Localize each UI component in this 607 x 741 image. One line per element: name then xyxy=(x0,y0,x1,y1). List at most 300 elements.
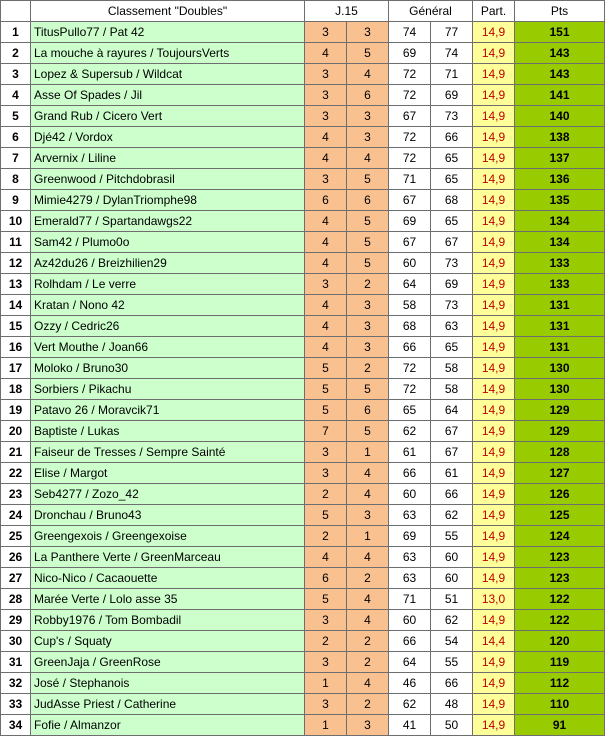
general-score-2-cell: 73 xyxy=(431,106,473,127)
participation-cell: 14,9 xyxy=(473,211,515,232)
j15-score-1-cell: 4 xyxy=(305,211,347,232)
participation-cell: 14,9 xyxy=(473,694,515,715)
points-cell: 120 xyxy=(515,631,605,652)
j15-score-1-cell: 4 xyxy=(305,547,347,568)
j15-score-2-cell: 2 xyxy=(347,631,389,652)
j15-score-2-cell: 1 xyxy=(347,442,389,463)
j15-score-2-cell: 6 xyxy=(347,400,389,421)
rank-cell: 29 xyxy=(1,610,31,631)
points-cell: 131 xyxy=(515,337,605,358)
j15-score-1-cell: 3 xyxy=(305,694,347,715)
participation-cell: 14,9 xyxy=(473,316,515,337)
table-row xyxy=(1,232,605,253)
general-score-2-cell: 71 xyxy=(431,64,473,85)
participation-cell: 14,9 xyxy=(473,505,515,526)
general-score-1-cell: 66 xyxy=(389,337,431,358)
general-score-1-cell: 72 xyxy=(389,379,431,400)
general-score-2-cell: 62 xyxy=(431,505,473,526)
participation-cell: 14,9 xyxy=(473,400,515,421)
table-row xyxy=(1,85,605,106)
general-score-1-cell: 72 xyxy=(389,64,431,85)
general-score-2-cell: 73 xyxy=(431,295,473,316)
rank-cell: 24 xyxy=(1,505,31,526)
general-score-2-cell: 73 xyxy=(431,253,473,274)
points-cell: 151 xyxy=(515,22,605,43)
general-score-1-cell: 66 xyxy=(389,631,431,652)
team-name-cell: José / Stephanois xyxy=(31,673,305,694)
points-cell: 91 xyxy=(515,715,605,736)
general-score-2-cell: 62 xyxy=(431,610,473,631)
j15-score-2-cell: 3 xyxy=(347,337,389,358)
general-score-1-cell: 63 xyxy=(389,568,431,589)
j15-score-1-cell: 6 xyxy=(305,190,347,211)
table-row xyxy=(1,505,605,526)
participation-cell: 14,9 xyxy=(473,85,515,106)
j15-score-2-cell: 4 xyxy=(347,64,389,85)
j15-score-2-cell: 3 xyxy=(347,22,389,43)
title-header: Classement "Doubles" xyxy=(31,1,305,22)
general-score-1-cell: 71 xyxy=(389,169,431,190)
rank-cell: 13 xyxy=(1,274,31,295)
rank-cell: 15 xyxy=(1,316,31,337)
j15-header: J.15 xyxy=(305,1,389,22)
table-row xyxy=(1,22,605,43)
rank-cell: 14 xyxy=(1,295,31,316)
rank-cell: 33 xyxy=(1,694,31,715)
rank-cell: 7 xyxy=(1,148,31,169)
general-score-2-cell: 67 xyxy=(431,232,473,253)
j15-score-1-cell: 7 xyxy=(305,421,347,442)
general-score-2-cell: 69 xyxy=(431,274,473,295)
j15-score-2-cell: 4 xyxy=(347,148,389,169)
j15-score-2-cell: 4 xyxy=(347,589,389,610)
participation-cell: 13,0 xyxy=(473,589,515,610)
participation-cell: 14,9 xyxy=(473,127,515,148)
general-score-2-cell: 65 xyxy=(431,211,473,232)
j15-score-2-cell: 3 xyxy=(347,316,389,337)
points-cell: 129 xyxy=(515,400,605,421)
general-score-1-cell: 69 xyxy=(389,211,431,232)
j15-score-2-cell: 3 xyxy=(347,715,389,736)
team-name-cell: Greenwood / Pitchdobrasil xyxy=(31,169,305,190)
j15-score-2-cell: 2 xyxy=(347,568,389,589)
j15-score-2-cell: 2 xyxy=(347,652,389,673)
general-score-1-cell: 72 xyxy=(389,358,431,379)
general-score-1-cell: 63 xyxy=(389,547,431,568)
rank-cell: 18 xyxy=(1,379,31,400)
participation-cell: 14,9 xyxy=(473,190,515,211)
general-score-1-cell: 72 xyxy=(389,148,431,169)
j15-score-1-cell: 6 xyxy=(305,568,347,589)
general-score-2-cell: 64 xyxy=(431,400,473,421)
team-name-cell: Ozzy / Cedric26 xyxy=(31,316,305,337)
points-cell: 131 xyxy=(515,316,605,337)
table-row xyxy=(1,190,605,211)
j15-score-1-cell: 4 xyxy=(305,337,347,358)
j15-score-2-cell: 2 xyxy=(347,358,389,379)
general-score-2-cell: 55 xyxy=(431,526,473,547)
j15-score-2-cell: 5 xyxy=(347,379,389,400)
points-cell: 133 xyxy=(515,274,605,295)
team-name-cell: Asse Of Spades / Jil xyxy=(31,85,305,106)
general-score-1-cell: 67 xyxy=(389,232,431,253)
team-name-cell: Seb4277 / Zozo_42 xyxy=(31,484,305,505)
table-row xyxy=(1,316,605,337)
j15-score-1-cell: 5 xyxy=(305,400,347,421)
pts-header: Pts xyxy=(515,1,605,22)
rank-cell: 5 xyxy=(1,106,31,127)
general-score-1-cell: 69 xyxy=(389,43,431,64)
rank-cell: 16 xyxy=(1,337,31,358)
general-score-2-cell: 65 xyxy=(431,337,473,358)
general-score-1-cell: 63 xyxy=(389,505,431,526)
j15-score-2-cell: 1 xyxy=(347,526,389,547)
table-row xyxy=(1,421,605,442)
points-cell: 124 xyxy=(515,526,605,547)
rank-cell: 9 xyxy=(1,190,31,211)
participation-cell: 14,9 xyxy=(473,379,515,400)
j15-score-2-cell: 4 xyxy=(347,610,389,631)
table-row xyxy=(1,715,605,736)
general-score-1-cell: 64 xyxy=(389,652,431,673)
participation-cell: 14,9 xyxy=(473,715,515,736)
rank-cell: 30 xyxy=(1,631,31,652)
general-score-2-cell: 48 xyxy=(431,694,473,715)
team-name-cell: Arvernix / Liline xyxy=(31,148,305,169)
j15-score-2-cell: 5 xyxy=(347,232,389,253)
team-name-cell: Rolhdam / Le verre xyxy=(31,274,305,295)
general-score-1-cell: 62 xyxy=(389,694,431,715)
team-name-cell: La mouche à rayures / ToujoursVerts xyxy=(31,43,305,64)
team-name-cell: Sam42 / Plumo0o xyxy=(31,232,305,253)
general-score-1-cell: 72 xyxy=(389,127,431,148)
points-cell: 141 xyxy=(515,85,605,106)
team-name-cell: Emerald77 / Spartandawgs22 xyxy=(31,211,305,232)
table-row xyxy=(1,211,605,232)
general-score-2-cell: 65 xyxy=(431,148,473,169)
points-cell: 130 xyxy=(515,379,605,400)
table-row xyxy=(1,127,605,148)
rank-cell: 4 xyxy=(1,85,31,106)
participation-cell: 14,9 xyxy=(473,232,515,253)
points-cell: 123 xyxy=(515,547,605,568)
participation-cell: 14,9 xyxy=(473,652,515,673)
j15-score-1-cell: 4 xyxy=(305,316,347,337)
team-name-cell: GreenJaja / GreenRose xyxy=(31,652,305,673)
table-row xyxy=(1,379,605,400)
rank-cell: 25 xyxy=(1,526,31,547)
j15-score-2-cell: 4 xyxy=(347,463,389,484)
team-name-cell: La Panthere Verte / GreenMarceau xyxy=(31,547,305,568)
table-row xyxy=(1,274,605,295)
j15-score-1-cell: 3 xyxy=(305,463,347,484)
j15-score-1-cell: 4 xyxy=(305,148,347,169)
team-name-cell: Djé42 / Vordox xyxy=(31,127,305,148)
j15-score-1-cell: 5 xyxy=(305,505,347,526)
points-cell: 119 xyxy=(515,652,605,673)
general-score-2-cell: 67 xyxy=(431,442,473,463)
j15-score-1-cell: 2 xyxy=(305,484,347,505)
points-cell: 138 xyxy=(515,127,605,148)
participation-cell: 14,9 xyxy=(473,610,515,631)
j15-score-1-cell: 5 xyxy=(305,379,347,400)
j15-score-1-cell: 3 xyxy=(305,274,347,295)
table-row xyxy=(1,64,605,85)
general-score-2-cell: 66 xyxy=(431,673,473,694)
team-name-cell: Robby1976 / Tom Bombadil xyxy=(31,610,305,631)
general-score-1-cell: 61 xyxy=(389,442,431,463)
general-score-2-cell: 58 xyxy=(431,358,473,379)
participation-cell: 14,9 xyxy=(473,568,515,589)
team-name-cell: JudAsse Priest / Catherine xyxy=(31,694,305,715)
j15-score-2-cell: 2 xyxy=(347,274,389,295)
points-cell: 128 xyxy=(515,442,605,463)
team-name-cell: Vert Mouthe / Joan66 xyxy=(31,337,305,358)
general-score-1-cell: 41 xyxy=(389,715,431,736)
points-cell: 140 xyxy=(515,106,605,127)
participation-cell: 14,9 xyxy=(473,526,515,547)
team-name-cell: Fofie / Almanzor xyxy=(31,715,305,736)
table-row xyxy=(1,106,605,127)
team-name-cell: Moloko / Bruno30 xyxy=(31,358,305,379)
participation-cell: 14,9 xyxy=(473,148,515,169)
rank-cell: 22 xyxy=(1,463,31,484)
general-score-2-cell: 67 xyxy=(431,421,473,442)
points-cell: 135 xyxy=(515,190,605,211)
j15-score-1-cell: 2 xyxy=(305,631,347,652)
team-name-cell: Sorbiers / Pikachu xyxy=(31,379,305,400)
general-score-2-cell: 63 xyxy=(431,316,473,337)
points-cell: 125 xyxy=(515,505,605,526)
team-name-cell: Kratan / Nono 42 xyxy=(31,295,305,316)
rank-cell: 23 xyxy=(1,484,31,505)
j15-score-1-cell: 1 xyxy=(305,715,347,736)
general-score-1-cell: 72 xyxy=(389,85,431,106)
general-score-1-cell: 69 xyxy=(389,526,431,547)
general-score-1-cell: 68 xyxy=(389,316,431,337)
j15-score-2-cell: 4 xyxy=(347,547,389,568)
header-row xyxy=(1,1,605,22)
j15-score-2-cell: 5 xyxy=(347,253,389,274)
table-row xyxy=(1,295,605,316)
team-name-cell: Greengexois / Greengexoise xyxy=(31,526,305,547)
rank-cell: 31 xyxy=(1,652,31,673)
general-score-1-cell: 64 xyxy=(389,274,431,295)
rank-cell: 3 xyxy=(1,64,31,85)
part-header: Part. xyxy=(473,1,515,22)
j15-score-2-cell: 6 xyxy=(347,190,389,211)
points-cell: 134 xyxy=(515,211,605,232)
general-score-1-cell: 65 xyxy=(389,400,431,421)
rank-cell: 32 xyxy=(1,673,31,694)
team-name-cell: Elise / Margot xyxy=(31,463,305,484)
points-cell: 123 xyxy=(515,568,605,589)
j15-score-1-cell: 3 xyxy=(305,610,347,631)
participation-cell: 14,9 xyxy=(473,295,515,316)
participation-cell: 14,9 xyxy=(473,484,515,505)
general-score-1-cell: 67 xyxy=(389,106,431,127)
j15-score-2-cell: 5 xyxy=(347,421,389,442)
table-row xyxy=(1,148,605,169)
general-score-2-cell: 66 xyxy=(431,127,473,148)
participation-cell: 14,9 xyxy=(473,253,515,274)
rank-cell: 20 xyxy=(1,421,31,442)
general-score-2-cell: 66 xyxy=(431,484,473,505)
j15-score-1-cell: 4 xyxy=(305,127,347,148)
general-score-1-cell: 66 xyxy=(389,463,431,484)
general-score-1-cell: 74 xyxy=(389,22,431,43)
rank-cell: 17 xyxy=(1,358,31,379)
j15-score-1-cell: 3 xyxy=(305,64,347,85)
participation-cell: 14,4 xyxy=(473,631,515,652)
general-score-1-cell: 60 xyxy=(389,610,431,631)
general-header: Général xyxy=(389,1,473,22)
participation-cell: 14,9 xyxy=(473,547,515,568)
rank-cell: 8 xyxy=(1,169,31,190)
rank-cell: 28 xyxy=(1,589,31,610)
j15-score-2-cell: 5 xyxy=(347,43,389,64)
general-score-1-cell: 60 xyxy=(389,253,431,274)
table-row xyxy=(1,694,605,715)
participation-cell: 14,9 xyxy=(473,106,515,127)
general-score-2-cell: 58 xyxy=(431,379,473,400)
participation-cell: 14,9 xyxy=(473,337,515,358)
j15-score-1-cell: 1 xyxy=(305,673,347,694)
general-score-2-cell: 54 xyxy=(431,631,473,652)
participation-cell: 14,9 xyxy=(473,673,515,694)
general-score-1-cell: 62 xyxy=(389,421,431,442)
team-name-cell: Patavo 26 / Moravcik71 xyxy=(31,400,305,421)
rank-cell: 2 xyxy=(1,43,31,64)
table-row xyxy=(1,589,605,610)
table-row xyxy=(1,610,605,631)
general-score-2-cell: 68 xyxy=(431,190,473,211)
points-cell: 143 xyxy=(515,43,605,64)
table-row xyxy=(1,652,605,673)
rank-cell: 26 xyxy=(1,547,31,568)
general-score-2-cell: 77 xyxy=(431,22,473,43)
general-score-2-cell: 65 xyxy=(431,169,473,190)
general-score-1-cell: 67 xyxy=(389,190,431,211)
j15-score-2-cell: 6 xyxy=(347,85,389,106)
participation-cell: 14,9 xyxy=(473,22,515,43)
table-row xyxy=(1,337,605,358)
points-cell: 131 xyxy=(515,295,605,316)
j15-score-1-cell: 3 xyxy=(305,106,347,127)
participation-cell: 14,9 xyxy=(473,169,515,190)
j15-score-2-cell: 3 xyxy=(347,295,389,316)
j15-score-1-cell: 4 xyxy=(305,43,347,64)
team-name-cell: Grand Rub / Cicero Vert xyxy=(31,106,305,127)
general-score-1-cell: 71 xyxy=(389,589,431,610)
points-cell: 112 xyxy=(515,673,605,694)
rank-cell: 19 xyxy=(1,400,31,421)
table-row xyxy=(1,400,605,421)
j15-score-1-cell: 5 xyxy=(305,589,347,610)
participation-cell: 14,9 xyxy=(473,43,515,64)
team-name-cell: Lopez & Supersub / Wildcat xyxy=(31,64,305,85)
rank-cell: 6 xyxy=(1,127,31,148)
table-row xyxy=(1,442,605,463)
general-score-2-cell: 60 xyxy=(431,568,473,589)
points-cell: 122 xyxy=(515,589,605,610)
team-name-cell: Baptiste / Lukas xyxy=(31,421,305,442)
participation-cell: 14,9 xyxy=(473,442,515,463)
j15-score-1-cell: 5 xyxy=(305,358,347,379)
rank-cell: 12 xyxy=(1,253,31,274)
points-cell: 127 xyxy=(515,463,605,484)
team-name-cell: TitusPullo77 / Pat 42 xyxy=(31,22,305,43)
team-name-cell: Nico-Nico / Cacaouette xyxy=(31,568,305,589)
j15-score-2-cell: 4 xyxy=(347,484,389,505)
general-score-2-cell: 61 xyxy=(431,463,473,484)
j15-score-2-cell: 5 xyxy=(347,211,389,232)
j15-score-1-cell: 4 xyxy=(305,232,347,253)
rank-cell: 34 xyxy=(1,715,31,736)
j15-score-2-cell: 3 xyxy=(347,505,389,526)
general-score-1-cell: 58 xyxy=(389,295,431,316)
participation-cell: 14,9 xyxy=(473,463,515,484)
points-cell: 110 xyxy=(515,694,605,715)
team-name-cell: Cup's / Squaty xyxy=(31,631,305,652)
rank-cell: 1 xyxy=(1,22,31,43)
points-cell: 137 xyxy=(515,148,605,169)
j15-score-2-cell: 5 xyxy=(347,169,389,190)
table-row xyxy=(1,43,605,64)
table-row xyxy=(1,463,605,484)
table-row xyxy=(1,484,605,505)
table-row xyxy=(1,547,605,568)
rank-cell: 21 xyxy=(1,442,31,463)
j15-score-1-cell: 2 xyxy=(305,526,347,547)
j15-score-1-cell: 4 xyxy=(305,253,347,274)
rank-header xyxy=(1,1,31,22)
j15-score-1-cell: 4 xyxy=(305,295,347,316)
j15-score-2-cell: 4 xyxy=(347,673,389,694)
participation-cell: 14,9 xyxy=(473,358,515,379)
general-score-2-cell: 51 xyxy=(431,589,473,610)
team-name-cell: Faiseur de Tresses / Sempre Sainté xyxy=(31,442,305,463)
participation-cell: 14,9 xyxy=(473,421,515,442)
rank-cell: 10 xyxy=(1,211,31,232)
points-cell: 136 xyxy=(515,169,605,190)
table-row xyxy=(1,673,605,694)
team-name-cell: Az42du26 / Breizhilien29 xyxy=(31,253,305,274)
j15-score-1-cell: 3 xyxy=(305,652,347,673)
j15-score-2-cell: 2 xyxy=(347,694,389,715)
j15-score-1-cell: 3 xyxy=(305,442,347,463)
table-row xyxy=(1,169,605,190)
points-cell: 143 xyxy=(515,64,605,85)
table-row xyxy=(1,631,605,652)
table-row xyxy=(1,358,605,379)
team-name-cell: Dronchau / Bruno43 xyxy=(31,505,305,526)
team-name-cell: Mimie4279 / DylanTriomphe98 xyxy=(31,190,305,211)
table-row xyxy=(1,568,605,589)
points-cell: 122 xyxy=(515,610,605,631)
points-cell: 134 xyxy=(515,232,605,253)
general-score-2-cell: 60 xyxy=(431,547,473,568)
general-score-1-cell: 60 xyxy=(389,484,431,505)
j15-score-2-cell: 3 xyxy=(347,127,389,148)
participation-cell: 14,9 xyxy=(473,274,515,295)
j15-score-1-cell: 3 xyxy=(305,169,347,190)
points-cell: 129 xyxy=(515,421,605,442)
general-score-1-cell: 46 xyxy=(389,673,431,694)
table-row xyxy=(1,526,605,547)
general-score-2-cell: 55 xyxy=(431,652,473,673)
j15-score-1-cell: 3 xyxy=(305,85,347,106)
